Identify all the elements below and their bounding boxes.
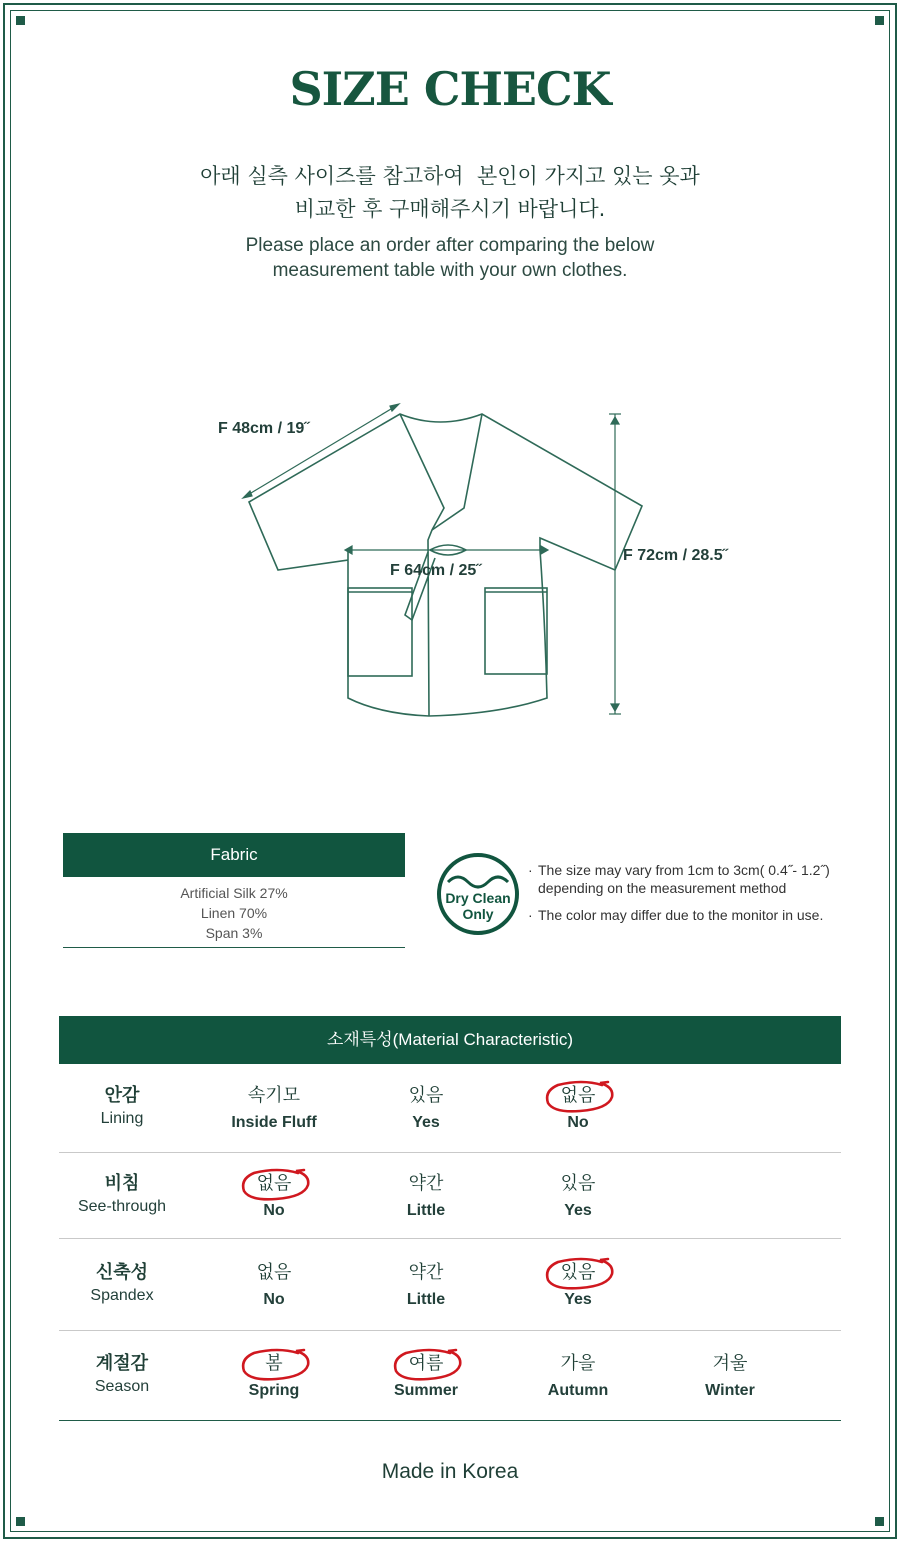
- option-cell: [366, 1262, 486, 1310]
- option-cell: [366, 1085, 486, 1133]
- corner-mark: [16, 16, 25, 25]
- corner-mark: [875, 1517, 884, 1526]
- row-label: [62, 1085, 182, 1129]
- row-label: [62, 1173, 182, 1217]
- option-en: Little: [406, 1202, 446, 1219]
- row-label: [62, 1353, 182, 1397]
- row-label: [62, 1262, 182, 1306]
- garment-diagram: [200, 390, 760, 730]
- row-label-en: Season: [94, 1378, 150, 1395]
- option-en: Winter: [705, 1382, 755, 1399]
- dry-clean-line: Only: [462, 906, 494, 922]
- fabric-line: Linen 70%: [200, 905, 268, 921]
- option-en: No: [567, 1114, 589, 1131]
- sleeve-dimension: F 48cm / 19˝: [218, 420, 310, 437]
- row-label-kr: 신축성: [95, 1262, 149, 1283]
- material-row: [59, 1153, 841, 1239]
- option-kr: 약간: [408, 1262, 444, 1283]
- option-cell: [214, 1173, 334, 1221]
- option-en: Little: [406, 1291, 446, 1308]
- option-cell: [518, 1173, 638, 1221]
- fabric-line: Span 3%: [205, 925, 263, 941]
- dry-clean-line: Dry Clean: [445, 890, 511, 906]
- option-kr: 봄: [265, 1353, 283, 1374]
- intro-english: [0, 233, 900, 283]
- option-kr: 없음: [560, 1085, 596, 1106]
- note-text: · The color may differ due to the monitor in use.: [538, 907, 824, 923]
- fabric-header: Fabric: [63, 833, 405, 877]
- intro-en-line: measurement table with your own clothes.: [272, 260, 628, 281]
- option-cell: [214, 1262, 334, 1310]
- intro-kr-line: 아래 실측 사이즈를 참고하여 본인이 가지고 있는 옷과: [200, 164, 700, 188]
- material-row: [59, 1064, 841, 1153]
- material-row: [59, 1331, 841, 1421]
- option-en: Autumn: [547, 1382, 609, 1399]
- option-cell: [214, 1353, 334, 1401]
- option-en: Yes: [564, 1202, 592, 1219]
- fabric-composition: [63, 877, 405, 948]
- intro-en-line: Please place an order after comparing the below: [245, 235, 655, 256]
- material-header: 소재특성(Material Characteristic): [59, 1016, 841, 1064]
- intro-korean: [0, 160, 900, 226]
- care-notes: [528, 861, 848, 933]
- corner-mark: [16, 1517, 25, 1526]
- width-dimension: F 64cm / 25˝: [390, 562, 482, 579]
- material-table: [59, 1016, 841, 1421]
- option-kr: 없음: [256, 1173, 292, 1194]
- option-cell: [214, 1085, 334, 1133]
- option-en: No: [263, 1291, 285, 1308]
- note-color: [528, 906, 848, 924]
- option-cell: [670, 1353, 790, 1401]
- option-kr: 없음: [256, 1262, 292, 1283]
- option-en: Summer: [393, 1382, 459, 1399]
- option-kr: 있음: [560, 1262, 596, 1283]
- option-cell: [518, 1262, 638, 1310]
- note-text: depending on the measurement method: [538, 880, 787, 896]
- dry-clean-icon: [436, 852, 520, 936]
- row-label-kr: 계절감: [95, 1353, 149, 1374]
- page-title: SIZE CHECK: [289, 62, 611, 116]
- row-label-en: Lining: [100, 1110, 144, 1127]
- fabric-table: [63, 833, 405, 948]
- option-cell: [518, 1353, 638, 1401]
- fabric-line: Artificial Silk 27%: [180, 885, 288, 901]
- option-cell: [366, 1173, 486, 1221]
- option-en: Spring: [248, 1382, 300, 1399]
- origin-label: Made in Korea: [381, 1460, 519, 1483]
- row-label-kr: 비침: [104, 1173, 140, 1194]
- option-en: Yes: [412, 1114, 440, 1131]
- dry-clean-text: [436, 890, 520, 922]
- option-kr: 여름: [408, 1353, 444, 1374]
- option-kr: 있음: [408, 1085, 444, 1106]
- option-cell: [366, 1353, 486, 1401]
- option-kr: 속기모: [247, 1085, 301, 1106]
- note-size: [528, 861, 848, 897]
- intro-kr-line: 비교한 후 구매해주시기 바랍니다.: [294, 197, 606, 221]
- row-label-en: See-through: [77, 1198, 167, 1215]
- option-cell: [518, 1085, 638, 1133]
- option-kr: 겨울: [712, 1353, 748, 1374]
- row-label-en: Spandex: [90, 1287, 154, 1304]
- option-kr: 있음: [560, 1173, 596, 1194]
- option-kr: 약간: [408, 1173, 444, 1194]
- option-en: No: [263, 1202, 285, 1219]
- row-label-kr: 안감: [104, 1085, 140, 1106]
- option-en: Inside Fluff: [231, 1114, 317, 1131]
- material-row: [59, 1239, 841, 1331]
- material-rows: [59, 1064, 841, 1421]
- note-text: · The size may vary from 1cm to 3cm( 0.4˝- 1.2˝): [538, 862, 830, 878]
- corner-mark: [875, 16, 884, 25]
- length-dimension: F 72cm / 28.5˝: [623, 547, 728, 564]
- option-kr: 가을: [560, 1353, 596, 1374]
- option-en: Yes: [564, 1291, 592, 1308]
